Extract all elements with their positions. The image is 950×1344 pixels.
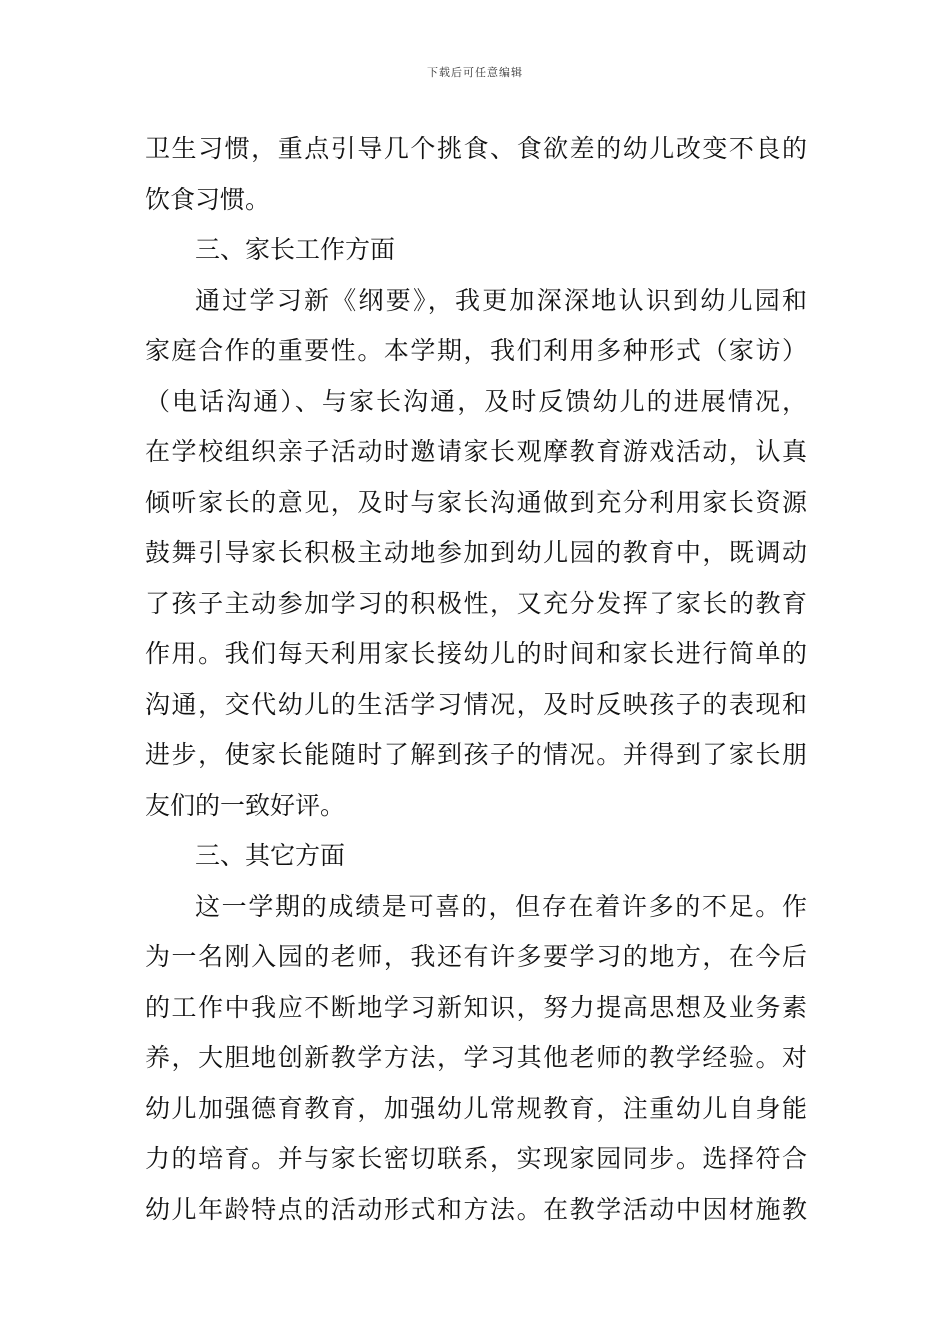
page-header: 下载后可任意编辑: [427, 66, 523, 79]
section-heading: 三、家长工作方面: [195, 235, 396, 264]
text-line: 友们的一致好评。: [145, 790, 346, 820]
text-line: 在学校组织亲子活动时邀请家长观摩教育游戏活动，认真: [145, 437, 807, 466]
text-line: 家庭合作的重要性。本学期，我们利用多种形式（家访）: [145, 336, 807, 365]
text-line: 卫生习惯，重点引导几个挑食、食欲差的幼儿改变不良的: [145, 134, 807, 163]
text-line: 倾听家长的意见，及时与家长沟通做到充分利用家长资源: [145, 487, 807, 517]
text-line: 幼儿加强德育教育，加强幼儿常规教育，注重幼儿自身能: [145, 1093, 807, 1123]
text-line: 了孩子主动参加学习的积极性，又充分发挥了家长的教育: [145, 588, 807, 618]
text-line: （电话沟通）、与家长沟通，及时反馈幼儿的进展情况，: [145, 386, 807, 416]
section-heading: 三、其它方面: [195, 841, 346, 870]
text-line: 的工作中我应不断地学习新知识，努力提高思想及业务素: [145, 992, 807, 1022]
text-line: 力的培育。并与家长密切联系，实现家园同步。选择符合: [145, 1144, 807, 1173]
text-line: 养，大胆地创新教学方法，学习其他老师的教学经验。对: [145, 1043, 807, 1072]
text-line: 沟通，交代幼儿的生活学习情况，及时反映孩子的表现和: [145, 689, 807, 719]
document-body: [145, 124, 807, 1235]
text-line: 进步，使家长能随时了解到孩子的情况。并得到了家长朋: [145, 740, 807, 769]
text-line: 饮食习惯。: [145, 184, 271, 214]
text-line: 通过学习新《纲要》，我更加深深地认识到幼儿园和: [195, 285, 807, 315]
text-line: 这一学期的成绩是可喜的，但存在着许多的不足。作: [195, 891, 807, 921]
text-line: 作用。我们每天利用家长接幼儿的时间和家长进行简单的: [145, 639, 807, 668]
text-line: 幼儿年龄特点的活动形式和方法。在教学活动中因材施教: [145, 1194, 807, 1224]
text-line: 为一名刚入园的老师，我还有许多要学习的地方，在今后: [145, 942, 807, 971]
text-line: 鼓舞引导家长积极主动地参加到幼儿园的教育中，既调动: [145, 538, 807, 567]
